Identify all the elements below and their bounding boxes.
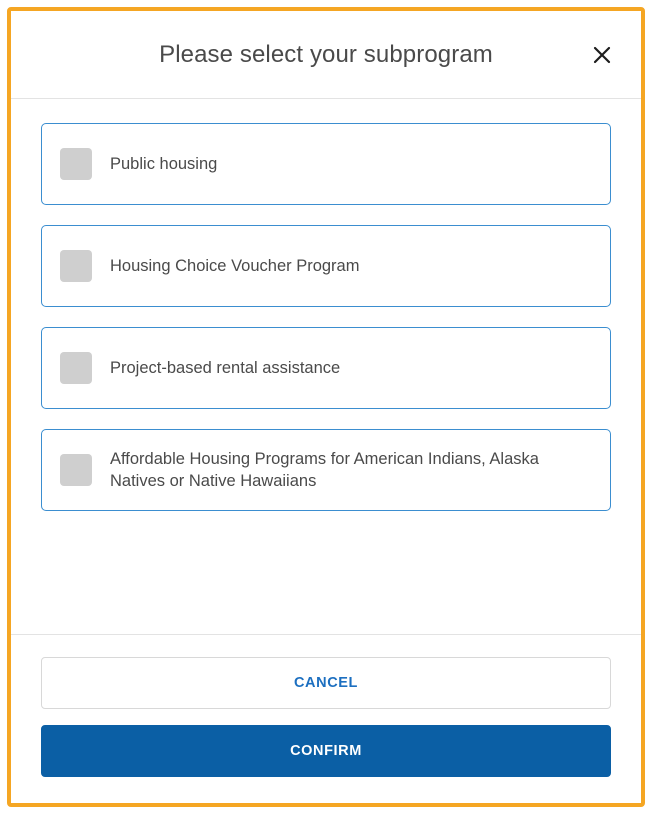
checkbox-icon[interactable] (60, 250, 92, 282)
confirm-button[interactable]: CONFIRM (41, 725, 611, 777)
close-icon[interactable] (585, 38, 619, 72)
option-project-based-rental-assistance[interactable] (41, 327, 611, 409)
option-label: Affordable Housing Programs for American Indians, Alaska Natives or Native Hawaiians (110, 449, 539, 490)
dialog-footer (11, 635, 641, 803)
option-label: Housing Choice Voucher Program (110, 256, 360, 275)
dialog-title: Please select your subprogram (159, 40, 493, 68)
checkbox-icon[interactable] (60, 352, 92, 384)
cancel-button[interactable]: CANCEL (41, 657, 611, 709)
option-public-housing[interactable] (41, 123, 611, 205)
option-label: Public housing (110, 154, 218, 173)
subprogram-dialog (11, 11, 641, 803)
option-label: Project-based rental assistance (110, 358, 341, 377)
checkbox-icon[interactable] (60, 454, 92, 486)
options-list (11, 99, 641, 635)
highlight-frame (7, 7, 645, 807)
option-housing-choice-voucher-program[interactable] (41, 225, 611, 307)
checkbox-icon[interactable] (60, 148, 92, 180)
dialog-header (11, 11, 641, 99)
option-affordable-housing-programs[interactable] (41, 429, 611, 511)
